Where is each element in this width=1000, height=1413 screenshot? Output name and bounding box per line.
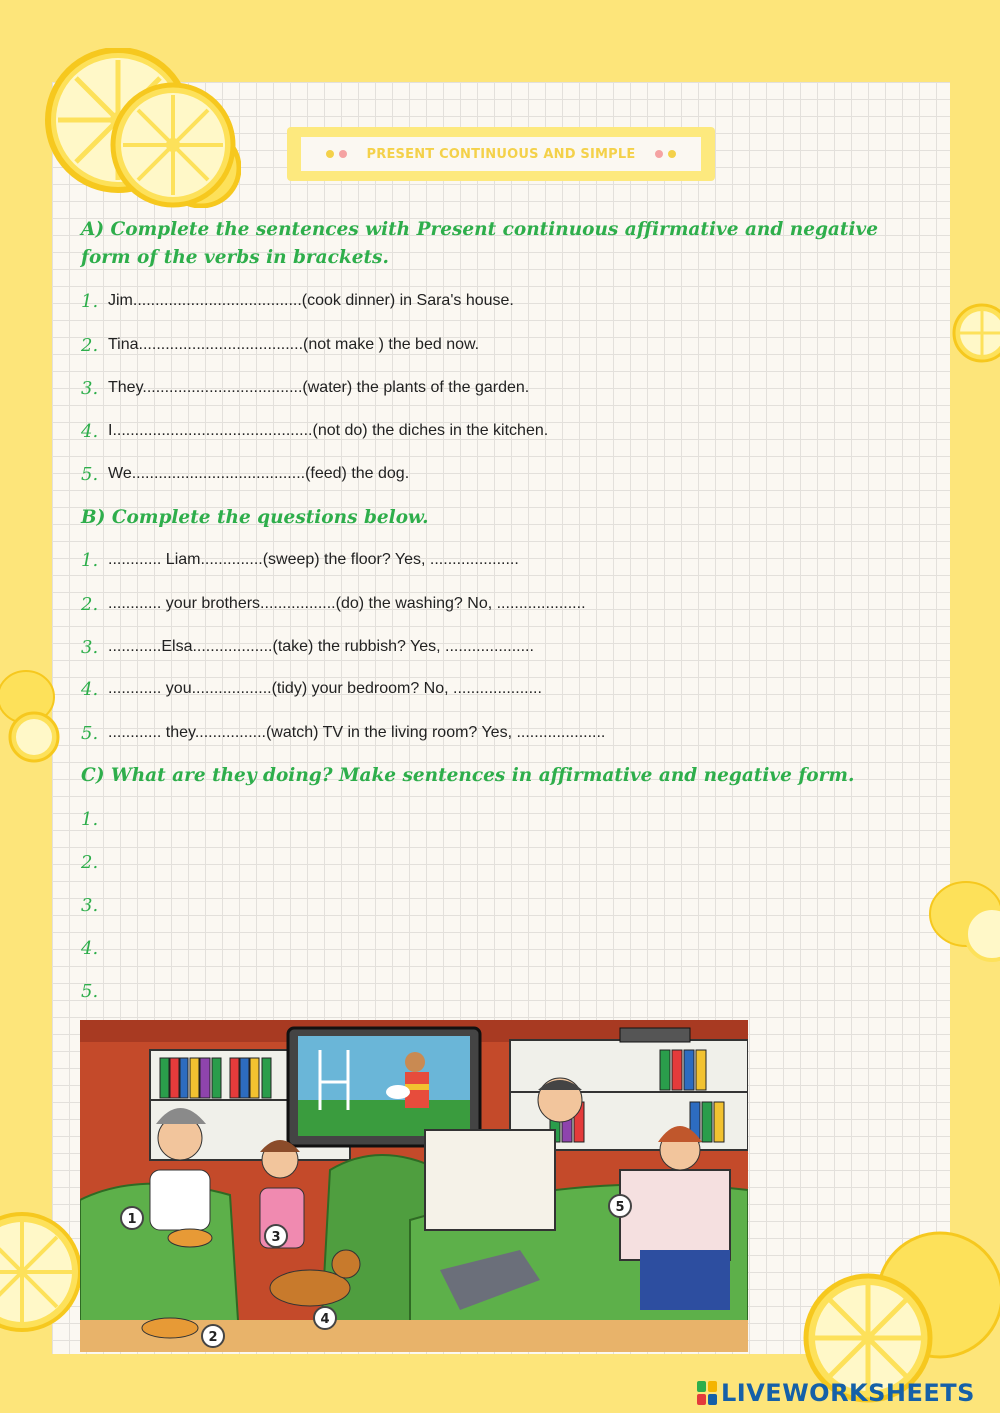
lemon-slice-icon — [0, 1210, 80, 1340]
worksheet-title: PRESENT CONTINUOUS AND SIMPLE — [366, 146, 636, 162]
sentence-text[interactable]: Jim......................................(cook dinner) in Sara's house. — [108, 292, 514, 309]
item-number: 2. — [81, 334, 99, 356]
lemon-slice-icon — [952, 298, 1000, 368]
section-a-item — [81, 417, 548, 445]
liveworksheets-logo[interactable] — [697, 1378, 975, 1408]
item-number: 4. — [81, 678, 99, 700]
section-a-item — [81, 374, 529, 402]
section-b-heading: B) Complete the questions below. — [81, 507, 429, 528]
section-a-item — [81, 460, 409, 488]
decorative-dots-left — [326, 150, 347, 158]
question-text[interactable]: ............Elsa..................(take) the rubbish? Yes, .................... — [108, 638, 534, 655]
question-text[interactable]: ............ your brothers.................(do) the washing? No, .................... — [108, 595, 586, 612]
sentence-text[interactable]: We.......................................(feed) the dog. — [108, 465, 410, 482]
section-c-answer-line[interactable] — [81, 934, 108, 962]
question-text[interactable]: ............ you..................(tidy) your bedroom? No, .................... — [108, 680, 542, 697]
item-number: 5. — [81, 980, 99, 1002]
item-number: 5. — [81, 722, 99, 744]
marker-3: 3 — [271, 1230, 281, 1245]
item-number: 1. — [81, 808, 99, 830]
decorative-dots-right — [655, 150, 676, 158]
section-c-answer-line[interactable] — [81, 805, 108, 833]
section-a-item — [81, 287, 514, 315]
brand-name: LIVEWORKSHEETS — [721, 1379, 975, 1407]
section-a-heading-line2: form of the verbs in brackets. — [81, 247, 389, 268]
section-c-answer-line[interactable] — [81, 891, 108, 919]
sentence-text[interactable]: I.............................................(not do) the diches in the kitchen. — [108, 422, 549, 439]
lemon-slice-icon — [108, 80, 238, 210]
section-b-item — [81, 675, 542, 703]
item-number: 2. — [81, 851, 99, 873]
section-c-answer-line[interactable] — [81, 977, 108, 1005]
living-room-scene-icon — [80, 1020, 748, 1352]
sentence-text[interactable]: They....................................(water) the plants of the garden. — [108, 379, 530, 396]
item-number: 5. — [81, 463, 99, 485]
item-number: 3. — [81, 377, 99, 399]
item-number: 1. — [81, 549, 99, 571]
section-a-heading-line1: A) Complete the sentences with Present continuous affirmative and negative — [81, 219, 878, 240]
item-number: 3. — [81, 894, 99, 916]
section-b-item — [81, 633, 534, 661]
title-banner — [287, 127, 715, 181]
question-text[interactable]: ............ Liam..............(sweep) the floor? Yes, .................... — [108, 551, 519, 568]
lemon-icon — [922, 872, 1000, 972]
marker-5: 5 — [615, 1200, 625, 1215]
lemon-icon — [0, 665, 60, 765]
section-b-item — [81, 590, 586, 618]
section-b-item — [81, 719, 605, 747]
question-text[interactable]: ............ they................(watch) TV in the living room? Yes, .................... — [108, 724, 606, 741]
item-number: 4. — [81, 420, 99, 442]
section-c-heading: C) What are they doing? Make sentences in affirmative and negative form. — [81, 765, 855, 786]
marker-1: 1 — [127, 1212, 137, 1227]
item-number: 2. — [81, 593, 99, 615]
sentence-text[interactable]: Tina.....................................(not make ) the bed now. — [108, 336, 480, 353]
section-a-item — [81, 331, 479, 359]
section-b-item — [81, 546, 519, 574]
section-c-answer-line[interactable] — [81, 848, 108, 876]
marker-4: 4 — [320, 1312, 330, 1327]
item-number: 1. — [81, 290, 99, 312]
item-number: 3. — [81, 636, 99, 658]
item-number: 4. — [81, 937, 99, 959]
marker-2: 2 — [208, 1330, 218, 1345]
liveworksheets-logo-icon — [697, 1381, 717, 1405]
living-room-illustration — [80, 1020, 748, 1352]
